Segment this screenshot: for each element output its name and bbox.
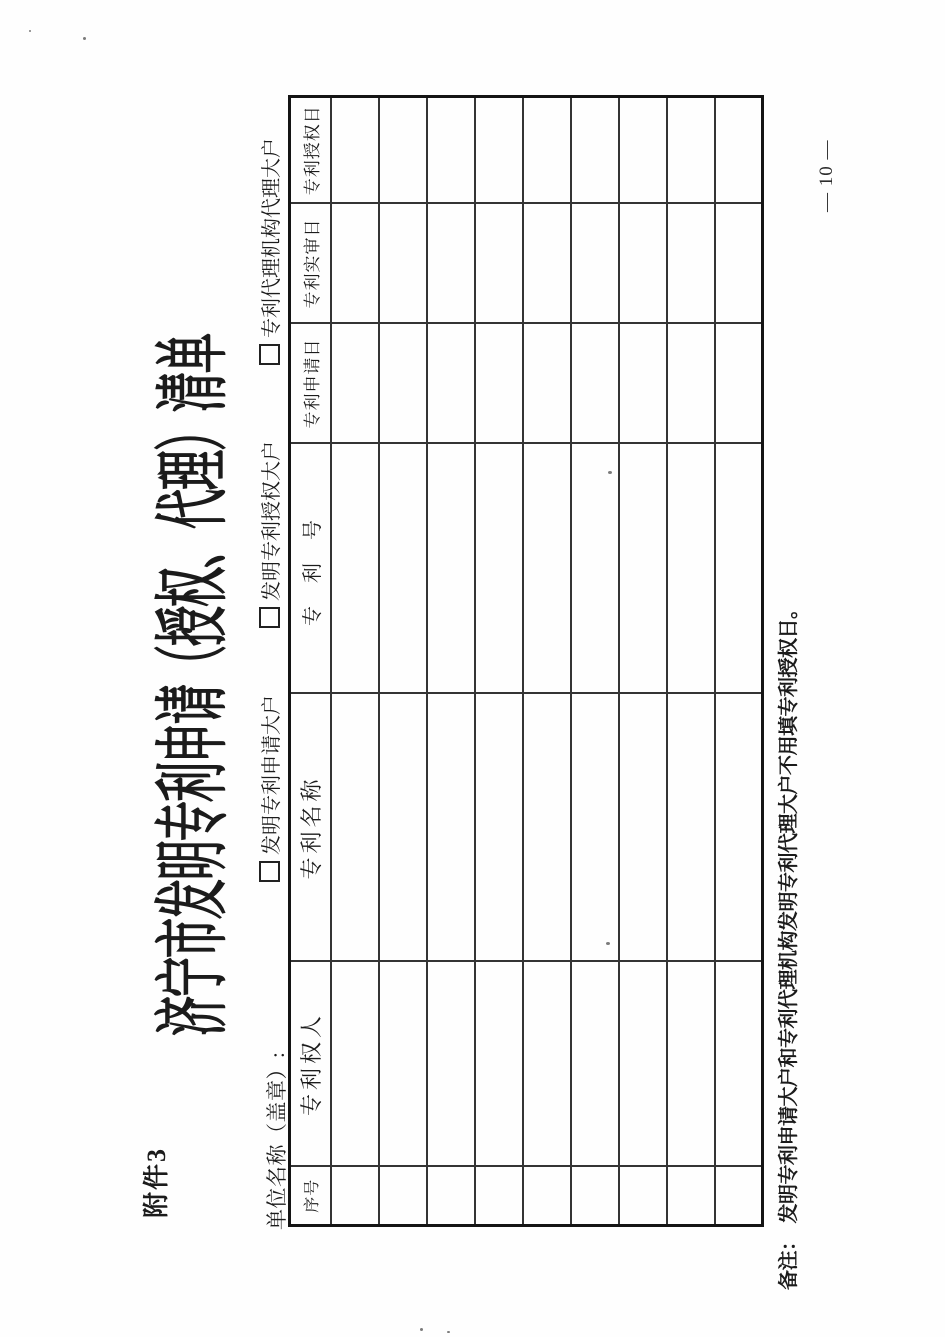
table-cell	[427, 204, 475, 324]
table-cell	[715, 962, 763, 1167]
table-cell	[379, 204, 427, 324]
table-cell	[475, 694, 523, 962]
table-cell	[379, 97, 427, 204]
table-cell	[427, 1167, 475, 1226]
scan-speck	[420, 1328, 423, 1331]
table-cell	[571, 694, 619, 962]
remark-text: 发明专利申请大户和专利代理机构发明专利代理大户不用填专利授权日。	[778, 599, 800, 1224]
table-cell	[619, 694, 667, 962]
page-number: — 10 —	[816, 139, 837, 212]
table-cell	[427, 324, 475, 444]
checkbox-label: 专利代理机构代理大户	[261, 138, 283, 338]
table-cell	[571, 444, 619, 694]
table-cell	[619, 97, 667, 204]
table-cell	[475, 1167, 523, 1226]
checkbox-icon	[259, 344, 280, 365]
scan-speck	[447, 1331, 450, 1333]
table-cell	[379, 1167, 427, 1226]
checkbox-icon	[259, 607, 280, 628]
table-cell	[715, 1167, 763, 1226]
table-cell	[571, 324, 619, 444]
table-cell	[475, 204, 523, 324]
table-cell	[379, 324, 427, 444]
col-header-patent-number: 专 利 号	[290, 444, 331, 694]
patent-list-table	[288, 95, 764, 1227]
col-header-grant-date: 专利授权日	[290, 97, 331, 204]
table-cell	[523, 1167, 571, 1226]
table-cell	[619, 1167, 667, 1226]
checkbox-invention-grant-major	[255, 441, 284, 628]
table-cell	[571, 97, 619, 204]
table-cell	[667, 97, 715, 204]
table-cell	[331, 204, 379, 324]
table-cell	[523, 694, 571, 962]
table-cell	[523, 97, 571, 204]
table-cell	[523, 204, 571, 324]
table-cell	[523, 444, 571, 694]
table-cell	[427, 97, 475, 204]
unit-name-label: 单位名称（盖章）:	[265, 1051, 289, 1230]
table-cell	[475, 97, 523, 204]
table-row	[523, 97, 571, 1226]
table-cell	[667, 962, 715, 1167]
table-cell	[715, 324, 763, 444]
remark-label: 备注：	[778, 1231, 800, 1290]
table-cell	[475, 444, 523, 694]
table-row	[475, 97, 523, 1226]
table-cell	[571, 962, 619, 1167]
table-cell	[715, 97, 763, 204]
col-header-serial-number: 序号	[290, 1167, 331, 1226]
scan-speck	[608, 471, 612, 474]
table-cell	[667, 694, 715, 962]
col-header-patent-name: 专利名称	[290, 694, 331, 962]
col-header-substantive-exam-date: 专利实审日	[290, 204, 331, 324]
table-cell	[715, 694, 763, 962]
table-row	[571, 97, 619, 1226]
table-cell	[619, 962, 667, 1167]
table-cell	[331, 97, 379, 204]
table-cell	[475, 324, 523, 444]
checkbox-label: 发明专利申请大户	[261, 695, 283, 855]
table-row	[715, 97, 763, 1226]
table-cell	[331, 1167, 379, 1226]
table-cell	[619, 324, 667, 444]
table-cell	[331, 694, 379, 962]
table-cell	[379, 962, 427, 1167]
checkbox-label: 发明专利授权大户	[261, 441, 283, 601]
table-cell	[427, 962, 475, 1167]
table-body	[331, 97, 763, 1226]
scan-speck	[83, 37, 86, 40]
table-cell	[379, 444, 427, 694]
table-row	[379, 97, 427, 1226]
table-cell	[331, 444, 379, 694]
scan-speck	[606, 942, 610, 945]
table-cell	[667, 1167, 715, 1226]
table-cell	[475, 962, 523, 1167]
table-header-row	[290, 97, 331, 1226]
table-cell	[331, 962, 379, 1167]
table-cell	[379, 694, 427, 962]
table-cell	[667, 444, 715, 694]
attachment-label: 附件3	[142, 1146, 171, 1218]
table-cell	[619, 204, 667, 324]
checkbox-invention-application-major	[255, 695, 284, 882]
table-cell	[523, 962, 571, 1167]
table-cell	[715, 444, 763, 694]
col-header-application-date: 专利申请日	[290, 324, 331, 444]
table-row	[619, 97, 667, 1226]
table-cell	[427, 694, 475, 962]
table-cell	[331, 324, 379, 444]
scan-speck	[29, 30, 31, 32]
table-row	[667, 97, 715, 1226]
page-title: 济宁市发明专利申请（授权、代理）清单	[153, 334, 235, 1036]
table-cell	[715, 204, 763, 324]
remark-note	[772, 600, 801, 1291]
table-row	[427, 97, 475, 1226]
checkbox-patent-agency-major	[255, 138, 284, 365]
table-cell	[571, 204, 619, 324]
checkbox-icon	[259, 861, 280, 882]
col-header-patentee: 专利权人	[290, 962, 331, 1167]
table-row	[331, 97, 379, 1226]
table-cell	[523, 324, 571, 444]
table-cell	[571, 1167, 619, 1226]
table-cell	[427, 444, 475, 694]
table-cell	[619, 444, 667, 694]
table-cell	[667, 324, 715, 444]
table-cell	[667, 204, 715, 324]
